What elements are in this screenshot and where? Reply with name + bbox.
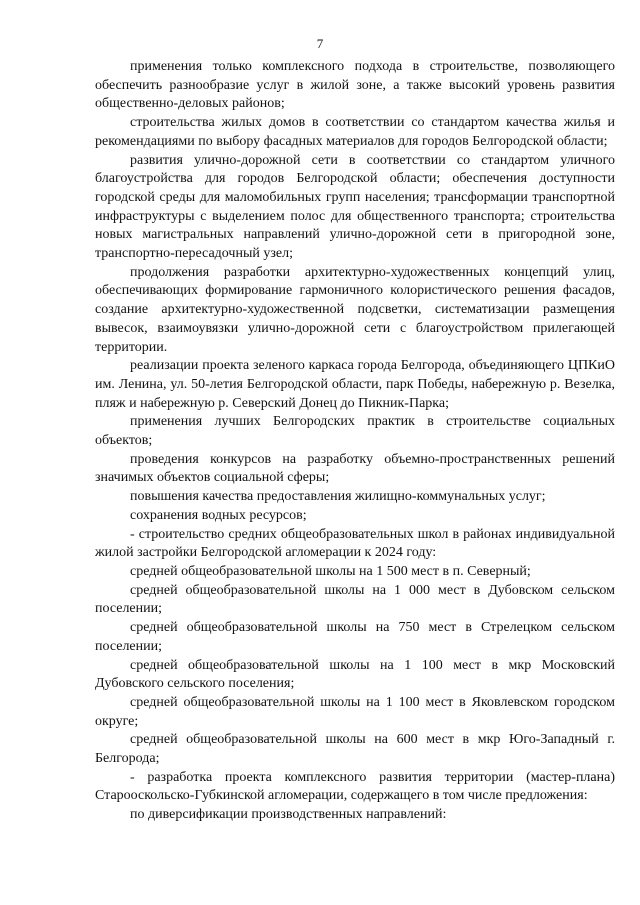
- paragraph-14: средней общеобразовательной школы на 1 100 мест в мкр Московский Дубовского сельского поселения;: [95, 657, 615, 692]
- paragraph-17: - разработка проекта комплексного развития территории (мастер-плана) Старооскольско-Губкинской агломерации, содержащего в том числе предложения:: [95, 769, 615, 804]
- paragraph-13: средней общеобразовательной школы на 750 мест в Стрелецком сельском поселении;: [95, 620, 615, 654]
- paragraph-12: средней общеобразовательной школы на 1 000 мест в Дубовском сельском поселении;: [95, 582, 615, 617]
- paragraph-2: строительства жилых домов в соответствии со стандартом качества жилья и рекомендациями по выбору фасадных материалов для городов Белгородской области;: [95, 115, 615, 149]
- paragraph-15: средней общеобразовательной школы на 1 100 мест в Яковлевском городском округе;: [95, 694, 615, 729]
- paragraph-1: применения только комплексного подхода в строительстве, позволяющего обеспечить разнообразие услуг в жилой зоне, а также высокий уровень развития общественно-деловых районов;: [95, 59, 615, 112]
- paragraph-3: развития улично-дорожной сети в соответствии со стандартом уличного благоустройства для городов Белгородской области; обеспечения доступности городской среды для маломобильных групп населения; трансформации транспортной инфраструктуры с выделением полос для общественного транспорта; строительства новых магистральных направлений улично-дорожной сети в пригородной зоне, транспортно-пересадочный узел;: [95, 152, 615, 262]
- page-number: 7: [316, 36, 324, 51]
- paragraph-16: средней общеобразовательной школы на 600 мест в мкр Юго-Западный г. Белгорода;: [95, 732, 615, 767]
- paragraph-5: реализации проекта зеленого каркаса города Белгорода, объединяющего ЦПКиО им. Ленина, ул. 50-летия Белгородской области, парк Победы, набережную р. Везелка, пляж и набережную р. Северский Донец до Пикник-Парка;: [95, 358, 615, 411]
- document-body: [95, 58, 615, 825]
- paragraph-8: повышения качества предоставления жилищно-коммунальных услуг;: [130, 489, 546, 505]
- paragraph-11: средней общеобразовательной школы на 1 500 мест в п. Северный;: [130, 563, 531, 579]
- paragraph-9: сохранения водных ресурсов;: [130, 507, 307, 523]
- paragraph-7: проведения конкурсов на разработку объемно-пространственных решений значимых объектов социальной сферы;: [95, 451, 615, 486]
- paragraph-10: - строительство средних общеобразовательных школ в районах индивидуальной жилой застройки Белгородской агломерации к 2024 году:: [95, 526, 615, 561]
- paragraph-4: продолжения разработки архитектурно-художественных концепций улиц, обеспечивающих формирование гармоничного колористического решения фасадов, создание архитектурно-художественной подсветки, систематизации размещения вывесок, взаимоувязки улично-дорожной сети с благоустройством прилегающей территории.: [95, 264, 615, 355]
- paragraph-6: применения лучших Белгородских практик в строительстве социальных объектов;: [95, 414, 615, 449]
- paragraph-18: по диверсификации производственных направлений:: [130, 807, 447, 823]
